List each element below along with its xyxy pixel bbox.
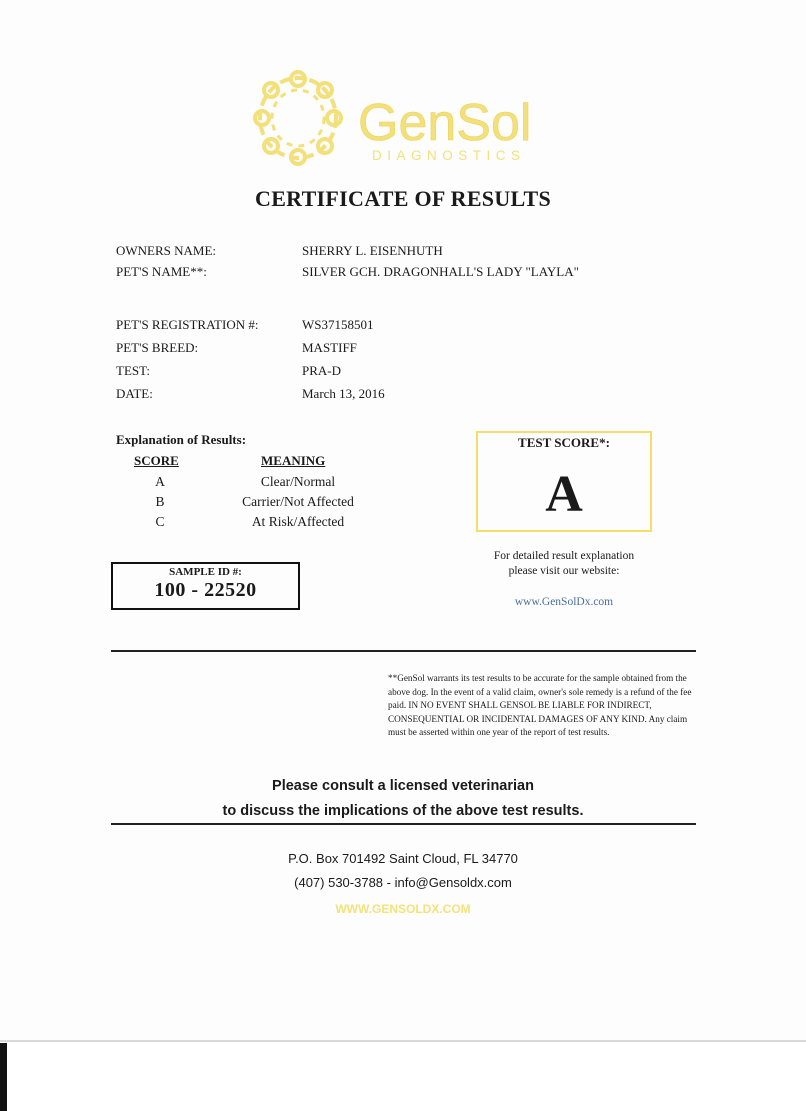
certificate-title: CERTIFICATE OF RESULTS bbox=[255, 186, 551, 211]
score-cell: B bbox=[155, 494, 165, 509]
scan-edge-mark bbox=[0, 1043, 7, 1111]
meaning-cell: Carrier/Not Affected bbox=[242, 494, 354, 509]
logo-brand-text: GenSol bbox=[358, 94, 532, 152]
breed-label: PET'S BREED: bbox=[116, 340, 199, 355]
divider-top bbox=[111, 650, 696, 652]
sample-id-label: SAMPLE ID #: bbox=[169, 566, 242, 578]
explanation-heading: Explanation of Results: bbox=[116, 432, 247, 447]
pet-name-label: PET'S NAME**: bbox=[116, 264, 207, 279]
owner-label: OWNERS NAME: bbox=[116, 243, 217, 258]
scan-edge-line bbox=[0, 1040, 806, 1042]
owner-value: SHERRY L. EISENHUTH bbox=[302, 243, 443, 258]
registration-value: WS37158501 bbox=[302, 317, 374, 332]
pet-name-value: SILVER GCH. DRAGONHALL'S LADY "LAYLA" bbox=[302, 264, 579, 279]
meaning-column-header: MEANING bbox=[261, 453, 326, 468]
dna-ring-icon bbox=[255, 72, 341, 164]
footer-contact: (407) 530-3788 - info@Gensoldx.com bbox=[294, 875, 512, 890]
divider-bottom bbox=[111, 823, 696, 825]
breed-value: MASTIFF bbox=[302, 340, 357, 355]
test-value: PRA-D bbox=[302, 363, 342, 378]
sample-id-box bbox=[111, 562, 300, 610]
detail-line-1: For detailed result explanation bbox=[493, 550, 635, 562]
footer-url[interactable]: WWW.GENSOLDX.COM bbox=[335, 902, 471, 916]
gensol-logo bbox=[246, 68, 546, 170]
disclaimer-text: **GenSol warrants its test results to be accurate for the sample obtained from the above dog. In the event of a valid claim, owner's sole remedy is a refund of the fee paid. IN NO EVENT SHALL GENSOL BE LIABLE FOR INDIRECT, CONSEQUENTIAL OR INCIDENTAL DAMAGES OF ANY KIND. Any claim must be asserted within one year of the report of test results. bbox=[388, 673, 692, 737]
test-score-value: A bbox=[545, 466, 583, 523]
registration-label: PET'S REGISTRATION #: bbox=[116, 317, 259, 332]
detail-line-2: please visit our website: bbox=[508, 565, 620, 577]
consult-line-2: to discuss the implications of the above test results. bbox=[222, 803, 584, 819]
consult-line-1: Please consult a licensed veterinarian bbox=[272, 778, 534, 794]
website-link[interactable]: www.GenSolDx.com bbox=[514, 596, 614, 608]
test-score-box bbox=[476, 431, 652, 532]
meaning-cell: Clear/Normal bbox=[260, 474, 336, 489]
date-value: March 13, 2016 bbox=[302, 386, 385, 401]
date-label: DATE: bbox=[116, 386, 153, 401]
footer-address: P.O. Box 701492 Saint Cloud, FL 34770 bbox=[288, 851, 518, 866]
test-label: TEST: bbox=[116, 363, 151, 378]
sample-id-value: 100 - 22520 bbox=[154, 579, 257, 601]
score-column-header: SCORE bbox=[134, 453, 179, 468]
logo-sub-text: DIAGNOSTICS bbox=[372, 148, 526, 163]
score-cell: C bbox=[155, 514, 165, 529]
score-cell: A bbox=[155, 474, 165, 489]
meaning-cell: At Risk/Affected bbox=[251, 514, 345, 529]
test-score-label: TEST SCORE*: bbox=[518, 435, 610, 450]
